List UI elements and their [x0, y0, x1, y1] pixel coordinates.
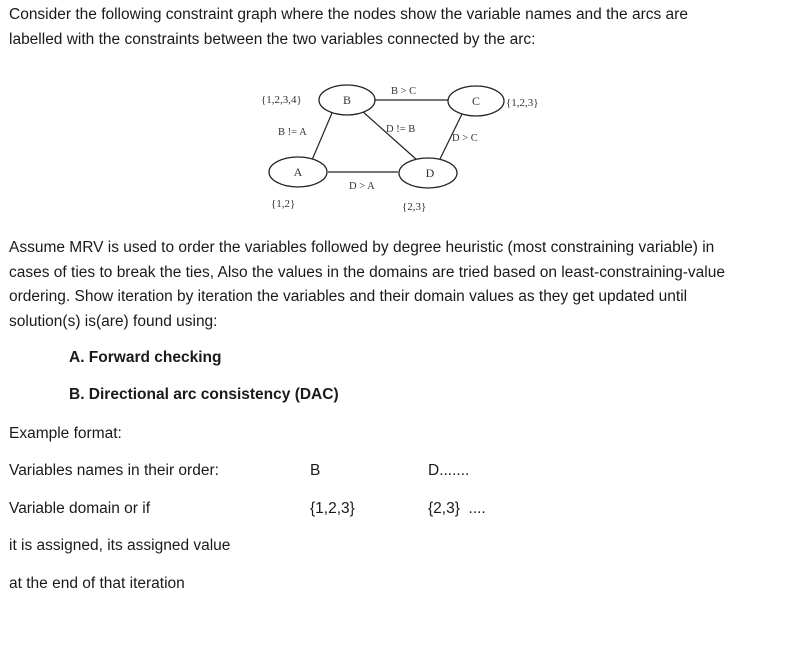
body-paragraph — [9, 236, 794, 334]
example-row2-col1: {1,2,3} — [310, 500, 355, 517]
example-row2-label: Variable domain or if — [9, 500, 151, 517]
node-b-label: B — [342, 93, 352, 107]
edge-label-c-d: D > C — [452, 133, 478, 144]
domain-a: {1,2} — [271, 198, 296, 210]
edge-label-b-d: D != B — [386, 124, 416, 135]
domain-b: {1,2,3,4} — [261, 94, 302, 106]
edge-label-b-c: B > C — [391, 86, 417, 97]
node-c-label: C — [471, 94, 481, 108]
example-row2-col2: {2,3} .... — [428, 500, 486, 517]
edge-label-a-d: D > A — [349, 181, 375, 192]
node-d-label: D — [425, 166, 435, 180]
edge-b-d — [362, 111, 417, 160]
domain-c: {1,2,3} — [506, 97, 539, 109]
body-line-1: Assume MRV is used to order the variables followed by degree heuristic (most constraining variable) in — [9, 239, 715, 256]
domain-d: {2,3} — [402, 201, 427, 213]
edge-b-a — [312, 113, 332, 160]
example-row4-label: at the end of that iteration — [9, 575, 185, 592]
intro-line-1: Consider the following constraint graph where the nodes show the variable names and the arcs are — [9, 6, 688, 23]
intro-paragraph — [9, 3, 779, 52]
constraint-graph — [240, 75, 570, 225]
body-line-4: solution(s) is(are) found using: — [9, 312, 218, 330]
example-heading: Example format: — [9, 425, 122, 442]
example-row3-label: it is assigned, its assigned value — [9, 537, 231, 554]
example-row1-col1: B — [310, 462, 321, 479]
method-dac: B. Directional arc consistency (DAC) — [69, 386, 339, 403]
body-line-2: cases of ties to break the ties, Also the values in the domains are tried based on least-constraining-value — [9, 263, 725, 281]
intro-line-2: labelled with the constraints between the two variables connected by the arc: — [9, 30, 536, 48]
method-forward-checking: A. Forward checking — [69, 349, 222, 366]
edge-label-b-a: B != A — [278, 127, 307, 138]
body-line-3: ordering. Show iteration by iteration the variables and their domain values as they get updated until — [9, 288, 688, 305]
node-a-label: A — [293, 165, 303, 179]
example-row1-label: Variables names in their order: — [9, 462, 219, 479]
example-row1-col2: D....... — [428, 462, 470, 479]
